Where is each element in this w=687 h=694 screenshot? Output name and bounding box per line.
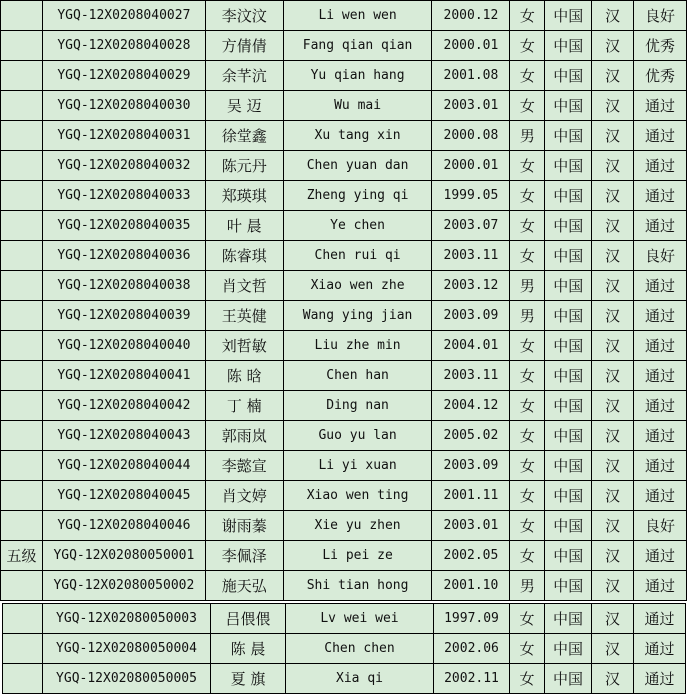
pinyin-cell: Fang qian qian [283,31,432,61]
gender-cell: 女 [510,181,545,211]
table-row [1,181,687,211]
rating-cell: 通过 [634,361,687,391]
birth-cell: 1997.09 [434,604,510,634]
table-row [1,331,687,361]
pinyin-cell: Chen chen [286,634,434,664]
grade-cell [1,271,43,301]
id-cell: YGQ-12X0208040041 [42,361,205,391]
table-row [1,361,687,391]
gender-cell: 女 [510,61,545,91]
id-cell: YGQ-12X02080050001 [42,541,205,571]
pinyin-cell: Zheng ying qi [283,181,432,211]
birth-cell: 2004.01 [432,331,510,361]
gender-cell: 男 [510,271,545,301]
birth-cell: 2002.11 [434,664,510,694]
name-cell: 刘哲敏 [205,331,283,361]
birth-cell: 2003.12 [432,271,510,301]
gender-cell: 女 [510,91,545,121]
country-cell: 中国 [545,1,592,31]
country-cell: 中国 [545,541,592,571]
pinyin-cell: Liu zhe min [283,331,432,361]
gender-cell: 男 [510,571,545,601]
grade-cell [1,511,43,541]
pinyin-cell: Li yi xuan [283,451,432,481]
table-row [1,451,687,481]
country-cell: 中国 [545,61,592,91]
grade-cell [1,421,43,451]
ethnicity-cell: 汉 [592,121,634,151]
pinyin-cell: Li wen wen [283,1,432,31]
ethnicity-cell: 汉 [592,511,634,541]
pinyin-cell: Chen rui qi [283,241,432,271]
birth-cell: 2003.11 [432,241,510,271]
birth-cell: 2005.02 [432,421,510,451]
grade-cell [1,391,43,421]
roster-table-continued [2,603,686,694]
rating-cell: 通过 [634,211,687,241]
rating-cell: 通过 [634,481,687,511]
birth-cell: 2003.07 [432,211,510,241]
id-cell: YGQ-12X02080050002 [42,571,205,601]
name-cell: 肖文婷 [205,481,283,511]
rating-cell: 良好 [634,511,687,541]
id-cell: YGQ-12X0208040039 [42,301,205,331]
id-cell: YGQ-12X0208040033 [42,181,205,211]
table-row [1,1,687,31]
table-row [3,604,686,634]
name-cell: 李懿宣 [205,451,283,481]
ethnicity-cell: 汉 [592,91,634,121]
name-cell: 李佩泽 [205,541,283,571]
rating-cell: 通过 [634,451,687,481]
ethnicity-cell: 汉 [592,664,634,694]
gender-cell: 男 [510,301,545,331]
name-cell: 郑瑛琪 [205,181,283,211]
pinyin-cell: Ye chen [283,211,432,241]
name-cell: 王英健 [205,301,283,331]
pinyin-cell: Xiao wen ting [283,481,432,511]
pinyin-cell: Ding nan [283,391,432,421]
birth-cell: 2000.12 [432,1,510,31]
country-cell: 中国 [545,391,592,421]
id-cell: YGQ-12X0208040045 [42,481,205,511]
ethnicity-cell: 汉 [592,181,634,211]
rating-cell: 良好 [634,1,687,31]
grade-cell [3,664,43,694]
ethnicity-cell: 汉 [592,241,634,271]
table-row [1,121,687,151]
birth-cell: 2002.05 [432,541,510,571]
name-cell: 陈 晨 [211,634,286,664]
gender-cell: 女 [510,451,545,481]
id-cell: YGQ-12X0208040032 [42,151,205,181]
id-cell: YGQ-12X02080050003 [43,604,211,634]
table-row [3,634,686,664]
rating-cell: 良好 [634,241,687,271]
rating-cell: 通过 [634,604,686,634]
id-cell: YGQ-12X0208040040 [42,331,205,361]
birth-cell: 1999.05 [432,181,510,211]
ethnicity-cell: 汉 [592,421,634,451]
pinyin-cell: Lv wei wei [286,604,434,634]
grade-cell [1,241,43,271]
ethnicity-cell: 汉 [592,301,634,331]
name-cell: 郭雨岚 [205,421,283,451]
pinyin-cell: Chen han [283,361,432,391]
ethnicity-cell: 汉 [592,391,634,421]
grade-cell [3,604,43,634]
table-row [1,481,687,511]
name-cell: 谢雨蓁 [205,511,283,541]
name-cell: 李汶汶 [205,1,283,31]
ethnicity-cell: 汉 [592,61,634,91]
ethnicity-cell: 汉 [592,211,634,241]
gender-cell: 女 [510,331,545,361]
gender-cell: 女 [510,541,545,571]
country-cell: 中国 [545,361,592,391]
id-cell: YGQ-12X0208040027 [42,1,205,31]
ethnicity-cell: 汉 [592,604,634,634]
grade-cell [1,1,43,31]
pinyin-cell: Xiao wen zhe [283,271,432,301]
grade-cell [1,91,43,121]
id-cell: YGQ-12X0208040044 [42,451,205,481]
table-row [1,421,687,451]
gender-cell: 女 [510,664,545,694]
grade-cell [1,211,43,241]
birth-cell: 2003.11 [432,361,510,391]
rating-cell: 优秀 [634,31,687,61]
rating-cell: 通过 [634,664,686,694]
ethnicity-cell: 汉 [592,361,634,391]
name-cell: 吕偎偎 [211,604,286,634]
ethnicity-cell: 汉 [592,541,634,571]
name-cell: 陈 晗 [205,361,283,391]
ethnicity-cell: 汉 [592,1,634,31]
birth-cell: 2000.08 [432,121,510,151]
name-cell: 肖文哲 [205,271,283,301]
gender-cell: 女 [510,634,545,664]
rating-cell: 通过 [634,181,687,211]
country-cell: 中国 [545,331,592,361]
id-cell: YGQ-12X0208040030 [42,91,205,121]
ethnicity-cell: 汉 [592,451,634,481]
gender-cell: 男 [510,121,545,151]
id-cell: YGQ-12X0208040029 [42,61,205,91]
rating-cell: 优秀 [634,61,687,91]
gender-cell: 女 [510,604,545,634]
pinyin-cell: Xu tang xin [283,121,432,151]
birth-cell: 2001.10 [432,571,510,601]
rating-cell: 通过 [634,541,687,571]
id-cell: YGQ-12X0208040038 [42,271,205,301]
table-row [1,571,687,601]
gender-cell: 女 [510,421,545,451]
id-cell: YGQ-12X0208040035 [42,211,205,241]
rating-cell: 通过 [634,331,687,361]
gender-cell: 女 [510,1,545,31]
name-cell: 丁 楠 [205,391,283,421]
table-row [1,31,687,61]
country-cell: 中国 [545,241,592,271]
gender-cell: 女 [510,391,545,421]
rating-cell: 通过 [634,421,687,451]
id-cell: YGQ-12X0208040031 [42,121,205,151]
country-cell: 中国 [545,181,592,211]
pinyin-cell: Wu mai [283,91,432,121]
pinyin-cell: Shi tian hong [283,571,432,601]
birth-cell: 2001.08 [432,61,510,91]
country-cell: 中国 [545,511,592,541]
ethnicity-cell: 汉 [592,31,634,61]
id-cell: YGQ-12X02080050005 [43,664,211,694]
grade-cell [1,451,43,481]
grade-cell [1,301,43,331]
country-cell: 中国 [545,121,592,151]
grade-cell [3,634,43,664]
rating-cell: 通过 [634,634,686,664]
country-cell: 中国 [545,604,592,634]
name-cell: 陈元丹 [205,151,283,181]
name-cell: 叶 晨 [205,211,283,241]
pinyin-cell: Yu qian hang [283,61,432,91]
grade-cell [1,331,43,361]
table-row [1,541,687,571]
rating-cell: 通过 [634,151,687,181]
id-cell: YGQ-12X0208040042 [42,391,205,421]
country-cell: 中国 [545,301,592,331]
name-cell: 施天弘 [205,571,283,601]
birth-cell: 2000.01 [432,31,510,61]
id-cell: YGQ-12X0208040046 [42,511,205,541]
table-row [1,511,687,541]
name-cell: 吴 迈 [205,91,283,121]
country-cell: 中国 [545,634,592,664]
gender-cell: 女 [510,151,545,181]
country-cell: 中国 [545,451,592,481]
rating-cell: 通过 [634,121,687,151]
grade-cell [1,481,43,511]
table-row [1,91,687,121]
table-row [3,664,686,694]
country-cell: 中国 [545,481,592,511]
country-cell: 中国 [545,664,592,694]
name-cell: 余芊沆 [205,61,283,91]
pinyin-cell: Li pei ze [283,541,432,571]
birth-cell: 2003.01 [432,91,510,121]
ethnicity-cell: 汉 [592,271,634,301]
rating-cell: 通过 [634,571,687,601]
gender-cell: 女 [510,361,545,391]
gender-cell: 女 [510,241,545,271]
name-cell: 陈睿琪 [205,241,283,271]
country-cell: 中国 [545,421,592,451]
grade-cell [1,181,43,211]
ethnicity-cell: 汉 [592,634,634,664]
birth-cell: 2004.12 [432,391,510,421]
grade-cell [1,61,43,91]
pinyin-cell: Xia qi [286,664,434,694]
rating-cell: 通过 [634,301,687,331]
ethnicity-cell: 汉 [592,571,634,601]
rating-cell: 通过 [634,271,687,301]
ethnicity-cell: 汉 [592,331,634,361]
birth-cell: 2000.01 [432,151,510,181]
country-cell: 中国 [545,151,592,181]
birth-cell: 2003.01 [432,511,510,541]
grade-cell: 五级 [1,541,43,571]
table-row [1,61,687,91]
pinyin-cell: Wang ying jian [283,301,432,331]
gender-cell: 女 [510,481,545,511]
table-row [1,241,687,271]
grade-cell [1,121,43,151]
country-cell: 中国 [545,31,592,61]
id-cell: YGQ-12X0208040043 [42,421,205,451]
birth-cell: 2001.11 [432,481,510,511]
gender-cell: 女 [510,211,545,241]
gender-cell: 女 [510,31,545,61]
name-cell: 徐堂鑫 [205,121,283,151]
birth-cell: 2003.09 [432,301,510,331]
pinyin-cell: Chen yuan dan [283,151,432,181]
gender-cell: 女 [510,511,545,541]
rating-cell: 通过 [634,91,687,121]
name-cell: 夏 旗 [211,664,286,694]
table-row [1,271,687,301]
country-cell: 中国 [545,571,592,601]
birth-cell: 2003.09 [432,451,510,481]
grade-cell [1,31,43,61]
rating-cell: 通过 [634,391,687,421]
id-cell: YGQ-12X02080050004 [43,634,211,664]
pinyin-cell: Xie yu zhen [283,511,432,541]
name-cell: 方倩倩 [205,31,283,61]
country-cell: 中国 [545,211,592,241]
table-row [1,151,687,181]
table-row [1,301,687,331]
table-row [1,391,687,421]
ethnicity-cell: 汉 [592,481,634,511]
pinyin-cell: Guo yu lan [283,421,432,451]
birth-cell: 2002.06 [434,634,510,664]
id-cell: YGQ-12X0208040036 [42,241,205,271]
grade-cell [1,361,43,391]
country-cell: 中国 [545,271,592,301]
ethnicity-cell: 汉 [592,151,634,181]
grade-cell [1,151,43,181]
id-cell: YGQ-12X0208040028 [42,31,205,61]
table-row [1,211,687,241]
grade-cell [1,571,43,601]
country-cell: 中国 [545,91,592,121]
